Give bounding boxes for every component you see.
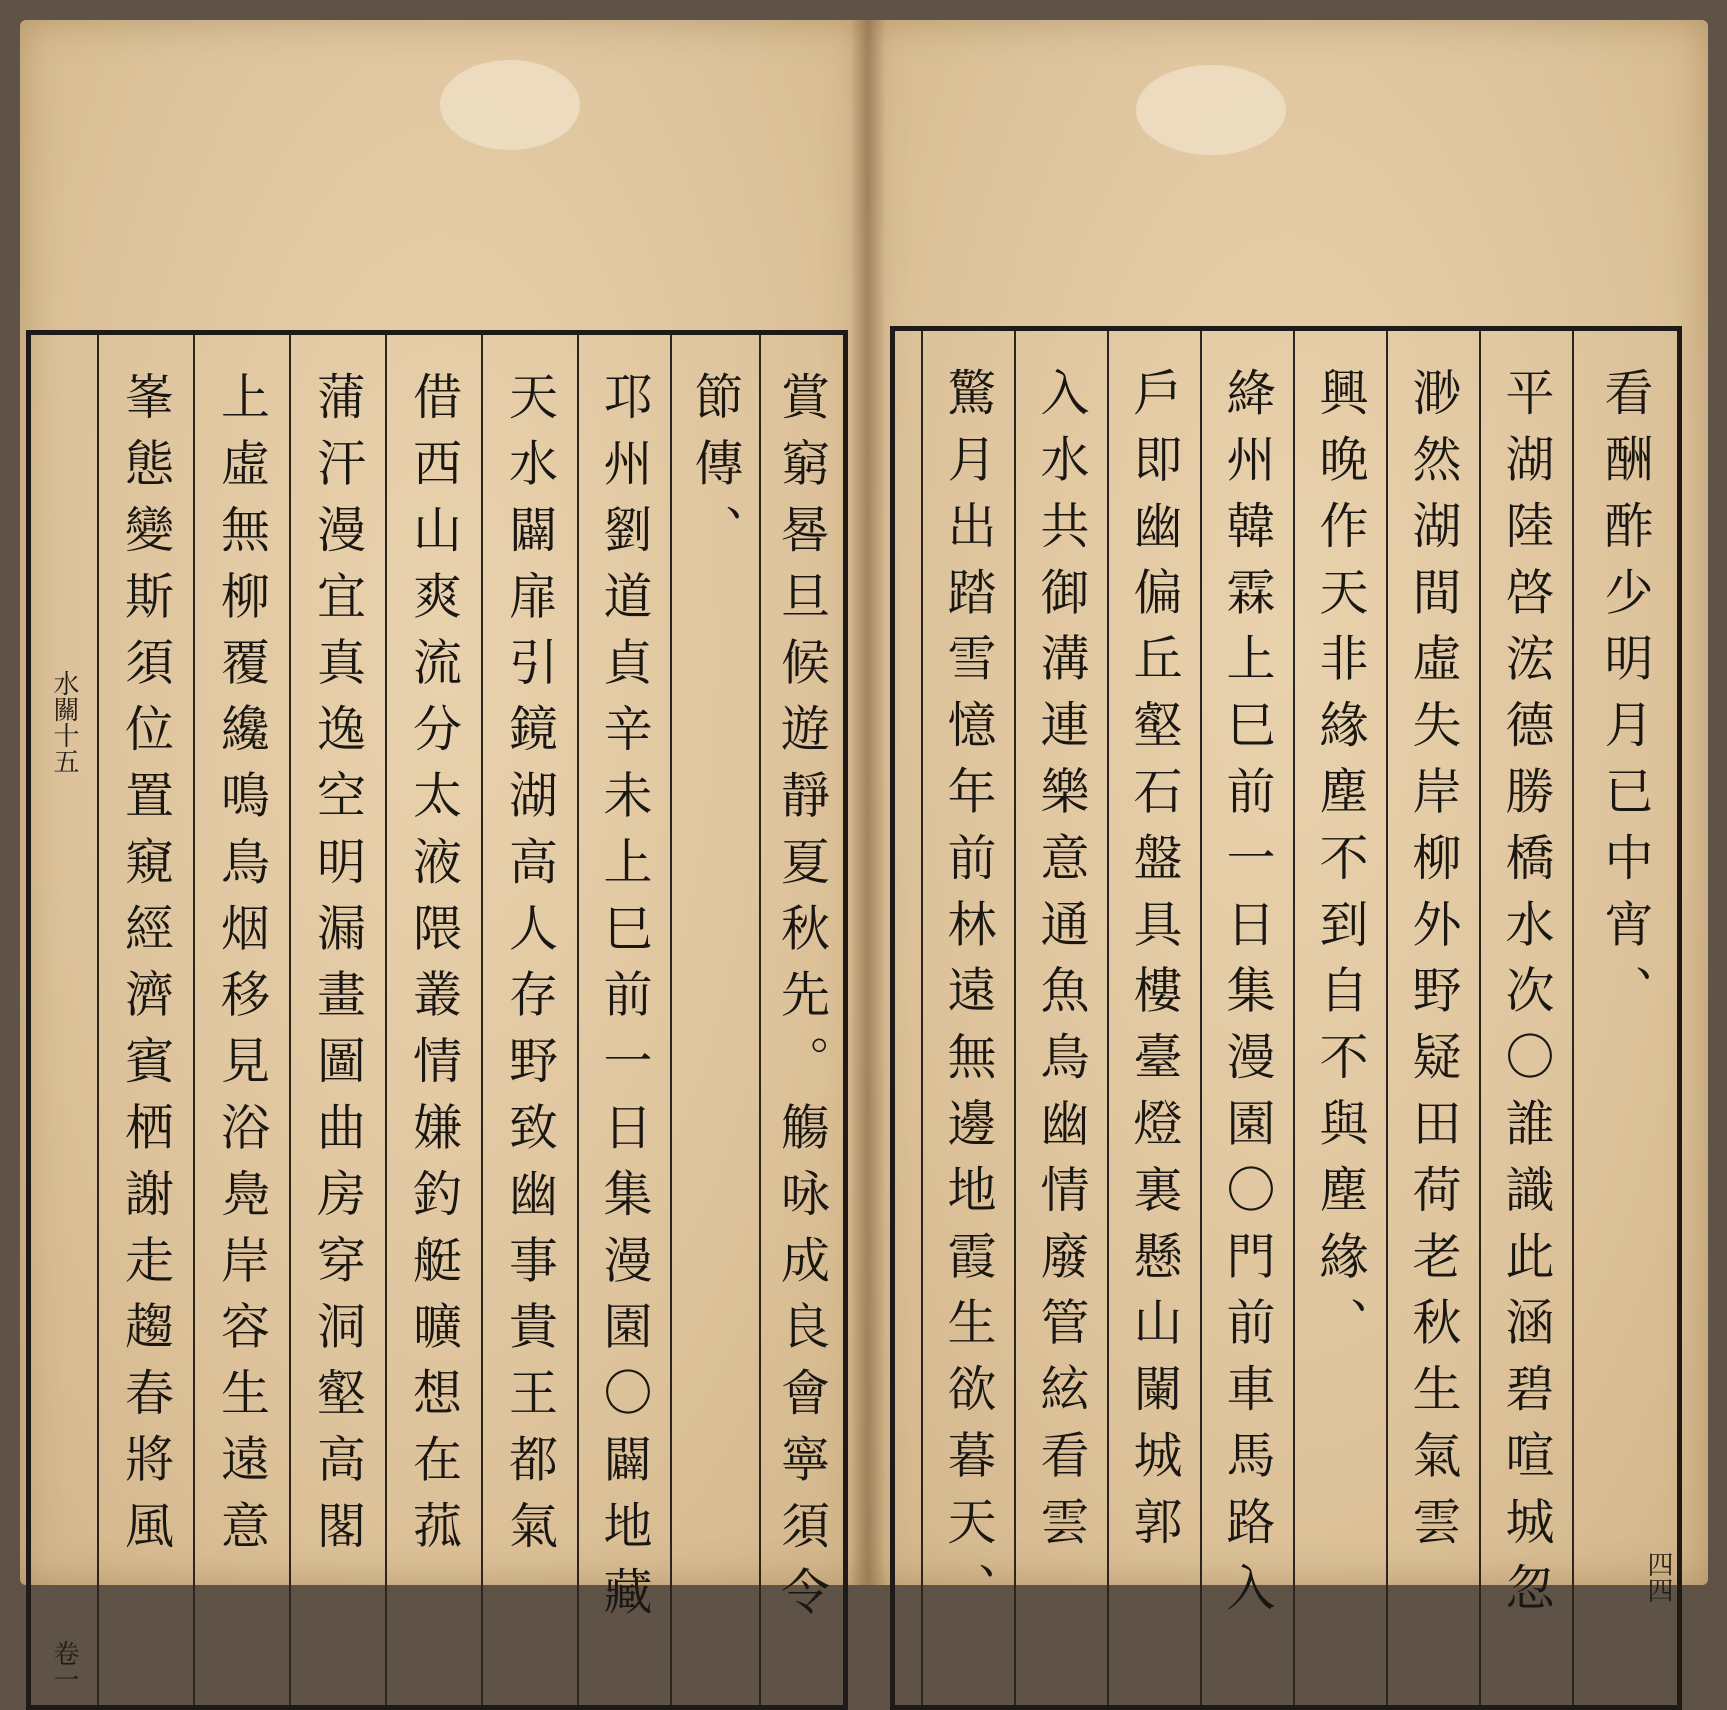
text-column bbox=[1293, 331, 1386, 1705]
text-column bbox=[1014, 331, 1107, 1705]
text-column bbox=[1107, 331, 1200, 1705]
text-column bbox=[97, 335, 193, 1705]
volume-label: 卷一 bbox=[49, 1640, 79, 1692]
column-text: 峯態變斯須位置窺經濟賓栖謝走趨春將風 bbox=[117, 371, 175, 1567]
column-text: 蒲汗漫宜真逸空明漏畫圖曲房穿洞壑高閣 bbox=[309, 371, 367, 1567]
text-column bbox=[1479, 331, 1572, 1705]
column-text: 賞窮晷旦候遊靜夏秋先。觴咏成良會寧須令 bbox=[773, 371, 831, 1633]
page-number: 四四 bbox=[1643, 1551, 1673, 1603]
column-text: 平湖陸啓浤德勝橋水次〇誰識此涵碧喧城忽 bbox=[1498, 367, 1555, 1629]
text-column bbox=[670, 335, 759, 1705]
left-page bbox=[20, 20, 866, 1692]
text-column bbox=[481, 335, 577, 1705]
column-text: 入水共御溝連樂意通魚鳥幽情廢管絃看雲 bbox=[1033, 367, 1090, 1563]
text-column bbox=[921, 331, 1014, 1705]
column-text: 戶即幽偏丘壑石盤具樓臺燈裏懸山闌城郭 bbox=[1126, 367, 1183, 1563]
right-page bbox=[866, 20, 1708, 1629]
text-column bbox=[193, 335, 289, 1705]
column-text: 邛州劉道貞辛未上巳前一日集漫園〇闢地藏 bbox=[596, 371, 653, 1633]
column-text: 看酬酢少明月已中宵、 bbox=[1597, 367, 1654, 1031]
text-column bbox=[1386, 331, 1479, 1705]
text-column bbox=[385, 335, 481, 1705]
column-text: 借西山爽流分太液隈叢情嫌釣艇曠想在菰 bbox=[405, 371, 463, 1567]
text-column bbox=[1572, 331, 1677, 1705]
column-text: 渺然湖間虛失岸柳外野疑田荷老秋生氣雲 bbox=[1405, 367, 1462, 1563]
column-text: 天水闢扉引鏡湖高人存野致幽事貴王都氣 bbox=[501, 371, 559, 1567]
column-text: 興晚作天非緣塵不到自不與塵緣、 bbox=[1312, 367, 1369, 1363]
margin-column bbox=[31, 335, 97, 1705]
text-column bbox=[577, 335, 670, 1705]
margin-column bbox=[895, 331, 921, 1705]
left-text-frame bbox=[26, 330, 848, 1710]
margin-title: 水關十五 bbox=[49, 670, 79, 774]
paper-stain bbox=[440, 60, 580, 150]
text-column bbox=[1200, 331, 1293, 1705]
column-text: 上虛無柳覆纔鳴鳥烟移見浴鳧岸容生遠意 bbox=[213, 371, 271, 1567]
book-gutter bbox=[850, 20, 886, 1585]
paper-stain bbox=[1136, 65, 1286, 155]
text-column bbox=[759, 335, 843, 1705]
column-text: 節傳、 bbox=[687, 371, 744, 571]
right-text-frame bbox=[890, 326, 1682, 1710]
text-column bbox=[289, 335, 385, 1705]
column-text: 驚月出踏雪憶年前林遠無邊地霞生欲暮天、 bbox=[940, 367, 997, 1629]
column-text: 絳州韓霖上巳前一日集漫園〇門前車馬路入 bbox=[1219, 367, 1276, 1629]
